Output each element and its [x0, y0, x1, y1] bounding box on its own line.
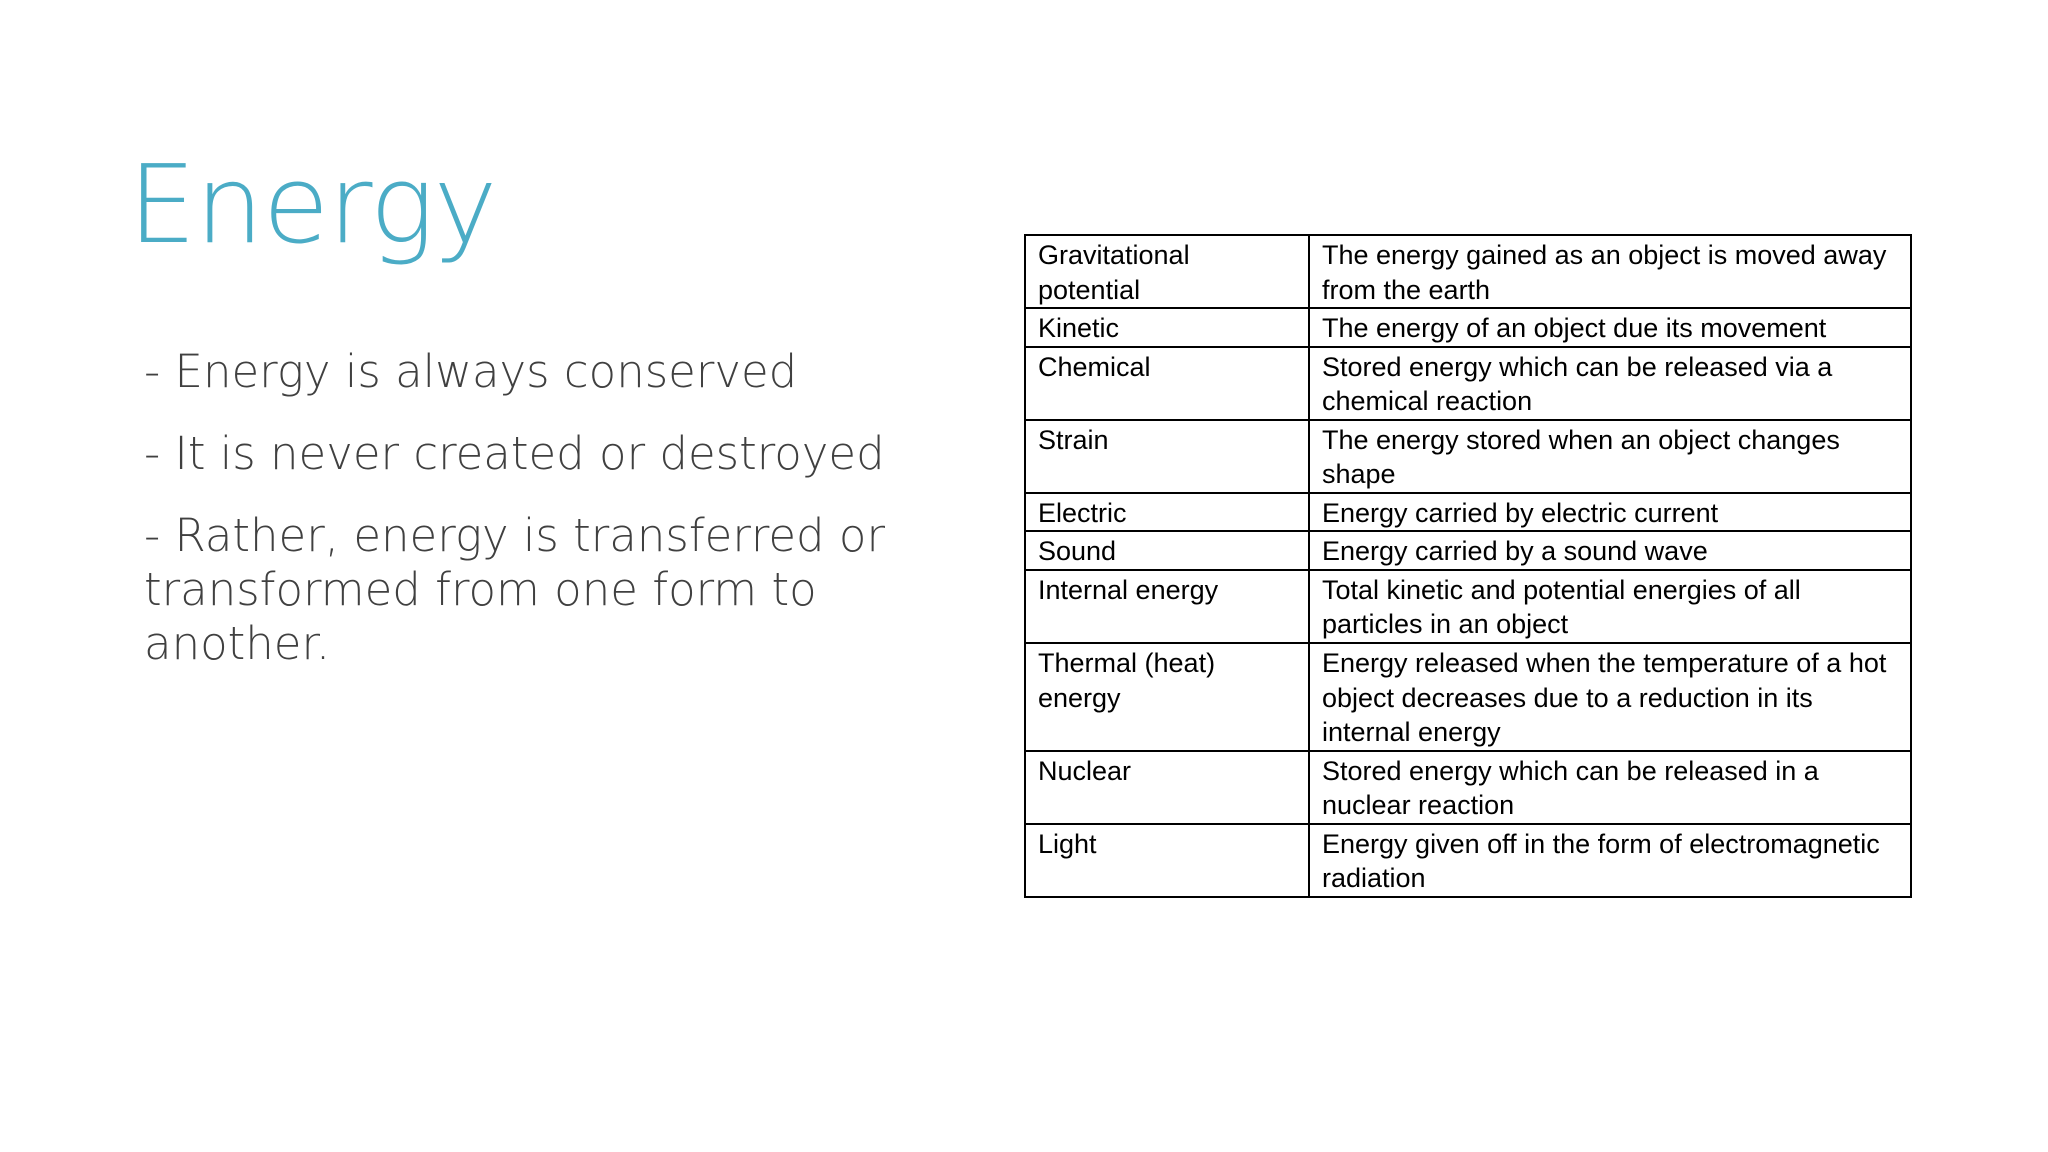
- energy-definition-cell: Energy released when the temperature of a hot object decreases due to a reduction in its internal energy: [1309, 643, 1911, 751]
- table-row: [1025, 308, 1911, 347]
- table-row: [1025, 643, 1911, 751]
- table-row: [1025, 420, 1911, 493]
- energy-definition-cell: Energy carried by a sound wave: [1309, 531, 1911, 570]
- energy-term-cell: Strain: [1025, 420, 1309, 493]
- energy-definition-cell: The energy of an object due its movement: [1309, 308, 1911, 347]
- bullet-item: - Energy is always conserved: [144, 345, 798, 398]
- energy-definition-cell: The energy gained as an object is moved away from the earth: [1309, 235, 1911, 308]
- energy-term-cell: Light: [1025, 824, 1309, 897]
- table-row: [1025, 570, 1911, 643]
- bullet-list: [144, 345, 984, 699]
- bullet-item: - Rather, energy is transferred or transformed from one form to another.: [144, 509, 885, 670]
- table-row: [1025, 347, 1911, 420]
- slide-title: Energy: [128, 143, 497, 268]
- energy-definition-cell: Total kinetic and potential energies of all particles in an object: [1309, 570, 1911, 643]
- energy-term-cell: Thermal (heat) energy: [1025, 643, 1309, 751]
- table-row: [1025, 751, 1911, 824]
- table-row: [1025, 824, 1911, 897]
- energy-definition-cell: The energy stored when an object changes shape: [1309, 420, 1911, 493]
- energy-term-cell: Electric: [1025, 493, 1309, 532]
- energy-definition-cell: Stored energy which can be released via a chemical reaction: [1309, 347, 1911, 420]
- energy-term-cell: Chemical: [1025, 347, 1309, 420]
- table-row: [1025, 235, 1911, 308]
- table-row: [1025, 531, 1911, 570]
- bullet-item: - It is never created or destroyed: [144, 427, 885, 480]
- energy-types-table: [1024, 234, 1912, 898]
- energy-term-cell: Gravitational potential: [1025, 235, 1309, 308]
- energy-term-cell: Kinetic: [1025, 308, 1309, 347]
- energy-definition-cell: Energy given off in the form of electromagnetic radiation: [1309, 824, 1911, 897]
- energy-term-cell: Internal energy: [1025, 570, 1309, 643]
- energy-term-cell: Sound: [1025, 531, 1309, 570]
- table-row: [1025, 493, 1911, 532]
- energy-definition-cell: Stored energy which can be released in a nuclear reaction: [1309, 751, 1911, 824]
- energy-term-cell: Nuclear: [1025, 751, 1309, 824]
- energy-definition-cell: Energy carried by electric current: [1309, 493, 1911, 532]
